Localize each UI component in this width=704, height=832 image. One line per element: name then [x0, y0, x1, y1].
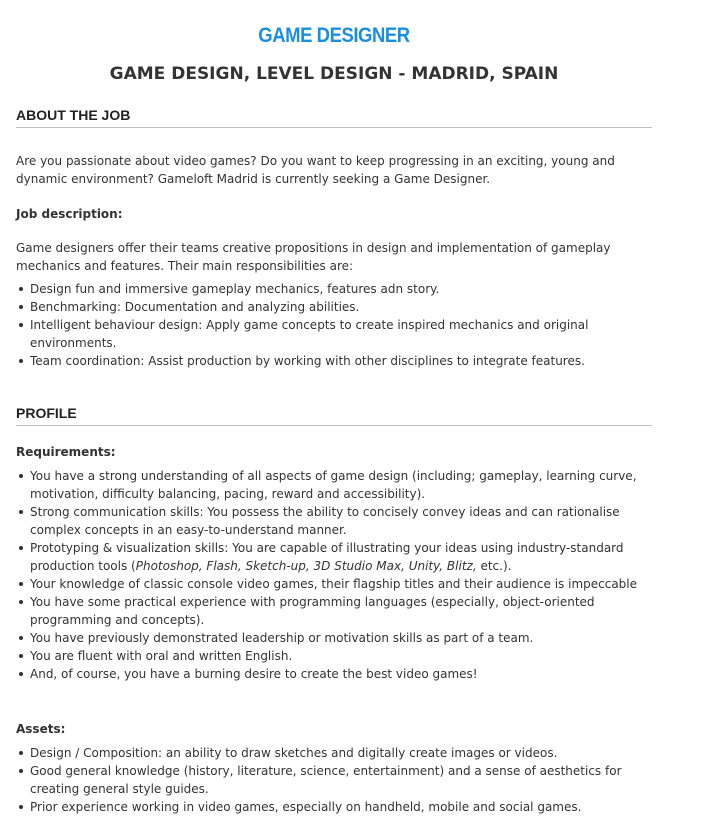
- list-item: You have previously demonstrated leadership or motivation skills as part of a team.: [30, 629, 652, 647]
- list-item: Design fun and immersive gameplay mechanics, features adn story.: [30, 280, 652, 298]
- list-item: Design / Composition: an ability to draw sketches and digitally create images or videos.: [30, 744, 652, 762]
- list-item: You are fluent with oral and written English.: [30, 647, 652, 665]
- job-description-paragraph: Game designers offer their teams creative propositions in design and implementation of gameplay mechanics and features. Their main responsibilities are:: [16, 241, 611, 273]
- responsibilities-list: [16, 280, 652, 370]
- list-item: Prior experience working in video games, especially on handheld, mobile and social games.: [30, 798, 652, 816]
- page-subtitle: GAME DESIGN, LEVEL DESIGN - MADRID, SPAIN: [109, 64, 559, 84]
- requirements-list: [16, 467, 652, 683]
- list-item: Strong communication skills: You possess the ability to concisely convey ideas and can rationalise complex concepts in an easy-to-understand manner.: [30, 503, 652, 539]
- list-item: You have a strong understanding of all aspects of game design (including; gameplay, learning curve, motivation, difficulty balancing, pacing, reward and accessibility).: [30, 467, 652, 503]
- prototyping-lead: Prototyping & visualization skills: You are capable of illustrating your ideas using industry-standard production tools (: [30, 541, 624, 573]
- prototyping-tools: Photoshop, Flash, Sketch-up, 3D Studio Max, Unity, Blitz,: [135, 559, 477, 573]
- list-item: You have some practical experience with programming languages (especially, object-oriented programming and concepts).: [30, 593, 652, 629]
- job-description-heading: Job description:: [16, 207, 123, 221]
- list-item: Good general knowledge (history, literature, science, entertainment) and a sense of aesthetics for creating general style guides.: [30, 762, 652, 798]
- list-item: Team coordination: Assist production by working with other disciplines to integrate features.: [30, 352, 652, 370]
- requirements-heading: Requirements:: [16, 445, 116, 459]
- list-item: And, of course, you have a burning desire to create the best video games!: [30, 665, 652, 683]
- list-item: Intelligent behaviour design: Apply game concepts to create inspired mechanics and original environments.: [30, 316, 652, 352]
- prototyping-tail: etc.).: [476, 559, 512, 573]
- list-item: Benchmarking: Documentation and analyzing abilities.: [30, 298, 652, 316]
- assets-heading: Assets:: [16, 722, 66, 736]
- section-heading-profile: PROFILE: [16, 404, 652, 426]
- list-item: Your knowledge of classic console video games, their flagship titles and their audience is impeccable: [30, 575, 652, 593]
- intro-paragraph: Are you passionate about video games? Do you want to keep progressing in an exciting, young and dynamic environment? Gameloft Madrid is currently seeking a Game Designer.: [16, 154, 615, 186]
- page-title: GAME DESIGNER: [258, 24, 410, 47]
- section-heading-about: ABOUT THE JOB: [16, 106, 652, 128]
- list-item: [30, 539, 652, 575]
- assets-list: [16, 744, 652, 816]
